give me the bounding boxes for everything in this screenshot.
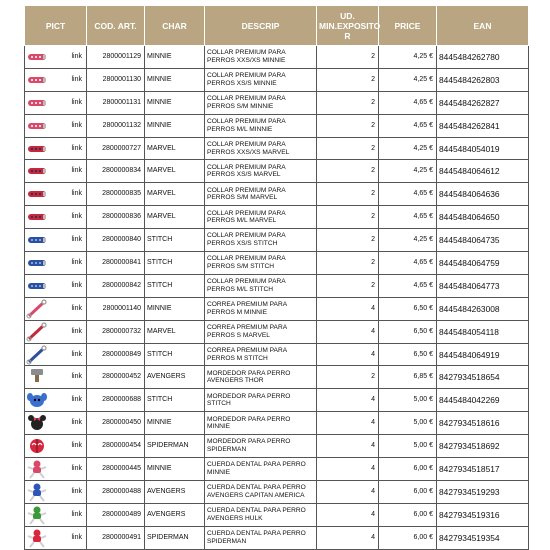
code-cell: 2800000834 [87, 160, 145, 183]
price-cell: 6,00 € [379, 458, 437, 481]
descrip-cell: MORDEDOR PARA PERRO MINNIE [205, 412, 317, 435]
table-row [25, 114, 529, 137]
ud-cell: 2 [317, 137, 379, 160]
price-cell: 5,00 € [379, 435, 437, 458]
char-cell: STITCH [145, 389, 205, 412]
descrip-cell: COLLAR PREMIUM PARA PERROS S/M MARVEL [205, 183, 317, 206]
table-row [25, 320, 529, 343]
code-cell: 2800000842 [87, 274, 145, 297]
price-cell: 6,85 € [379, 366, 437, 389]
table-row [25, 435, 529, 458]
table-row [25, 526, 529, 549]
collar-stitch-icon [26, 276, 48, 296]
code-cell: 2800001132 [87, 114, 145, 137]
chew-toy-stitch-icon [26, 390, 48, 410]
table-row [25, 137, 529, 160]
descrip-cell: COLLAR PREMIUM PARA PERROS M/L MARVEL [205, 206, 317, 229]
table-row [25, 68, 529, 91]
char-cell: MARVEL [145, 320, 205, 343]
ud-cell: 4 [317, 320, 379, 343]
char-cell: MINNIE [145, 458, 205, 481]
table-row [25, 297, 529, 320]
table-row [25, 91, 529, 114]
descrip-cell: COLLAR PREMIUM PARA PERROS XS/S MARVEL [205, 160, 317, 183]
ud-cell: 2 [317, 252, 379, 275]
code-cell: 2800001130 [87, 68, 145, 91]
pict-cell [25, 526, 87, 549]
pict-cell [25, 480, 87, 503]
ud-cell: 2 [317, 274, 379, 297]
code-cell: 2800000732 [87, 320, 145, 343]
ud-cell: 2 [317, 206, 379, 229]
collar-stitch-icon [26, 230, 48, 250]
char-cell: STITCH [145, 229, 205, 252]
product-link[interactable]: link [71, 419, 82, 427]
rope-toy-hulk-icon [26, 505, 48, 525]
product-link[interactable]: link [71, 464, 82, 472]
pict-cell [25, 183, 87, 206]
chew-toy-spiderman-icon [26, 436, 48, 456]
char-cell: AVENGERS [145, 366, 205, 389]
pict-cell [25, 389, 87, 412]
product-link[interactable]: link [71, 75, 82, 83]
price-cell: 4,65 € [379, 206, 437, 229]
ean-cell: 8445484064919 [437, 343, 529, 366]
table-row [25, 503, 529, 526]
char-cell: MINNIE [145, 91, 205, 114]
ean-cell: 8445484263008 [437, 297, 529, 320]
char-cell: SPIDERMAN [145, 435, 205, 458]
ean-cell: 8427934519354 [437, 526, 529, 549]
ean-cell: 8427934518616 [437, 412, 529, 435]
price-cell: 4,65 € [379, 183, 437, 206]
pict-cell [25, 274, 87, 297]
char-cell: SPIDERMAN [145, 526, 205, 549]
ud-cell: 4 [317, 458, 379, 481]
table-row [25, 46, 529, 69]
pict-cell [25, 68, 87, 91]
char-cell: MARVEL [145, 206, 205, 229]
descrip-cell: MORDEDOR PARA PERRO STITCH [205, 389, 317, 412]
ean-cell: 8445484262841 [437, 114, 529, 137]
code-cell: 2800000835 [87, 183, 145, 206]
price-cell: 6,50 € [379, 343, 437, 366]
price-cell: 5,00 € [379, 389, 437, 412]
descrip-cell: MORDEDOR PARA PERRO AVENGERS THOR [205, 366, 317, 389]
ean-cell: 8445484042269 [437, 389, 529, 412]
price-cell: 4,65 € [379, 91, 437, 114]
pict-cell [25, 206, 87, 229]
pict-cell [25, 435, 87, 458]
product-link[interactable]: link [71, 144, 82, 152]
ud-cell: 4 [317, 480, 379, 503]
product-link[interactable]: link [71, 396, 82, 404]
char-cell: MINNIE [145, 68, 205, 91]
ud-cell: 4 [317, 343, 379, 366]
descrip-cell: COLLAR PREMIUM PARA PERROS XS/S STITCH [205, 229, 317, 252]
descrip-cell: MORDEDOR PARA PERRO SPIDERMAN [205, 435, 317, 458]
pict-cell [25, 297, 87, 320]
char-cell: STITCH [145, 274, 205, 297]
rope-toy-spiderman-icon [26, 528, 48, 548]
ud-cell: 2 [317, 229, 379, 252]
product-link[interactable]: link [71, 281, 82, 289]
pict-cell [25, 343, 87, 366]
pict-cell [25, 252, 87, 275]
descrip-cell: COLLAR PREMIUM PARA PERROS XS/S MINNIE [205, 68, 317, 91]
code-cell: 2800000454 [87, 435, 145, 458]
ean-cell: 8445484262780 [437, 46, 529, 69]
ean-cell: 8427934518692 [437, 435, 529, 458]
table-row [25, 206, 529, 229]
ean-cell: 8427934518654 [437, 366, 529, 389]
collar-marvel-icon [26, 184, 48, 204]
code-cell: 2800000727 [87, 137, 145, 160]
pict-cell [25, 137, 87, 160]
ud-cell: 2 [317, 366, 379, 389]
header-price: PRICE [379, 6, 437, 46]
collar-minnie-icon [26, 47, 48, 67]
price-cell: 6,50 € [379, 320, 437, 343]
pict-cell [25, 160, 87, 183]
collar-minnie-icon [26, 93, 48, 113]
chew-toy-minnie-icon [26, 413, 48, 433]
header-code: COD. ART. [87, 6, 145, 46]
product-link[interactable]: link [71, 487, 82, 495]
collar-stitch-icon [26, 253, 48, 273]
table-row [25, 183, 529, 206]
ean-cell: 8427934518517 [437, 458, 529, 481]
price-cell: 4,65 € [379, 114, 437, 137]
header-ud: UD. MIN.EXPOSITO R [317, 6, 379, 46]
product-table [24, 5, 529, 550]
code-cell: 2800000445 [87, 458, 145, 481]
ean-cell: 8445484064650 [437, 206, 529, 229]
char-cell: MARVEL [145, 183, 205, 206]
price-cell: 5,00 € [379, 412, 437, 435]
ud-cell: 4 [317, 503, 379, 526]
ud-cell: 2 [317, 46, 379, 69]
code-cell: 2800000488 [87, 480, 145, 503]
ean-cell: 8445484262827 [437, 91, 529, 114]
char-cell: STITCH [145, 252, 205, 275]
ean-cell: 8445484064735 [437, 229, 529, 252]
ud-cell: 4 [317, 389, 379, 412]
ud-cell: 2 [317, 91, 379, 114]
price-cell: 4,25 € [379, 160, 437, 183]
price-cell: 4,25 € [379, 229, 437, 252]
code-cell: 2800001140 [87, 297, 145, 320]
char-cell: STITCH [145, 343, 205, 366]
table-row [25, 366, 529, 389]
product-link[interactable]: link [71, 350, 82, 358]
descrip-cell: CUERDA DENTAL PARA PERRO AVENGERS CAPITAN AMERICA [205, 480, 317, 503]
ud-cell: 2 [317, 114, 379, 137]
table-row [25, 343, 529, 366]
table-row [25, 274, 529, 297]
pict-cell [25, 366, 87, 389]
header-descrip: DESCRIP [205, 6, 317, 46]
pict-cell [25, 229, 87, 252]
collar-minnie-icon [26, 70, 48, 90]
product-link[interactable]: link [71, 304, 82, 312]
product-link[interactable]: link [71, 52, 82, 60]
ean-cell: 8445484262803 [437, 68, 529, 91]
char-cell: MARVEL [145, 160, 205, 183]
header-char: CHAR [145, 6, 205, 46]
product-link[interactable]: link [71, 533, 82, 541]
descrip-cell: CUERDA DENTAL PARA PERRO MINNIE [205, 458, 317, 481]
descrip-cell: CUERDA DENTAL PARA PERRO AVENGERS HULK [205, 503, 317, 526]
collar-marvel-icon [26, 161, 48, 181]
rope-toy-minnie-icon [26, 459, 48, 479]
char-cell: MINNIE [145, 114, 205, 137]
collar-marvel-icon [26, 139, 48, 159]
ean-cell: 8445484064612 [437, 160, 529, 183]
pict-cell [25, 114, 87, 137]
header-pict: PICT [25, 6, 87, 46]
code-cell: 2800001129 [87, 46, 145, 69]
table-row [25, 458, 529, 481]
table-row [25, 160, 529, 183]
price-cell: 4,25 € [379, 68, 437, 91]
product-link[interactable]: link [71, 327, 82, 335]
char-cell: AVENGERS [145, 480, 205, 503]
ud-cell: 2 [317, 160, 379, 183]
header-row [25, 6, 529, 46]
descrip-cell: COLLAR PREMIUM PARA PERROS S/M STITCH [205, 252, 317, 275]
product-link[interactable]: link [71, 121, 82, 129]
product-link[interactable]: link [71, 510, 82, 518]
product-link[interactable]: link [71, 98, 82, 106]
ean-cell: 8427934519293 [437, 480, 529, 503]
product-link[interactable]: link [71, 236, 82, 244]
table-row [25, 229, 529, 252]
pict-cell [25, 46, 87, 69]
price-cell: 4,25 € [379, 137, 437, 160]
code-cell: 2800000688 [87, 389, 145, 412]
price-cell: 6,00 € [379, 503, 437, 526]
price-cell: 4,65 € [379, 252, 437, 275]
collar-marvel-icon [26, 207, 48, 227]
ud-cell: 4 [317, 435, 379, 458]
chew-toy-thor-icon [26, 367, 48, 387]
code-cell: 2800000841 [87, 252, 145, 275]
descrip-cell: COLLAR PREMIUM PARA PERROS XXS/XS MINNIE [205, 46, 317, 69]
ean-cell: 8445484054118 [437, 320, 529, 343]
product-link[interactable]: link [71, 258, 82, 266]
ean-cell: 8445484064773 [437, 274, 529, 297]
product-link[interactable]: link [71, 167, 82, 175]
rope-toy-captain-america-icon [26, 482, 48, 502]
code-cell: 2800000452 [87, 366, 145, 389]
collar-minnie-icon [26, 116, 48, 136]
pict-cell [25, 91, 87, 114]
descrip-cell: COLLAR PREMIUM PARA PERROS M/L STITCH [205, 274, 317, 297]
descrip-cell: CORREA PREMIUM PARA PERROS M STITCH [205, 343, 317, 366]
char-cell: AVENGERS [145, 503, 205, 526]
ud-cell: 4 [317, 412, 379, 435]
ud-cell: 2 [317, 68, 379, 91]
leash-marvel-icon [26, 322, 48, 342]
ean-cell: 8445484054019 [437, 137, 529, 160]
ud-cell: 2 [317, 183, 379, 206]
product-link[interactable]: link [71, 213, 82, 221]
char-cell: MINNIE [145, 412, 205, 435]
char-cell: MINNIE [145, 46, 205, 69]
code-cell: 2800000450 [87, 412, 145, 435]
ean-cell: 8445484064636 [437, 183, 529, 206]
descrip-cell: COLLAR PREMIUM PARA PERROS M/L MINNIE [205, 114, 317, 137]
ean-cell: 8427934519316 [437, 503, 529, 526]
leash-stitch-icon [26, 345, 48, 365]
descrip-cell: CORREA PREMIUM PARA PERROS M MINNIE [205, 297, 317, 320]
code-cell: 2800000491 [87, 526, 145, 549]
product-price-list [24, 5, 528, 550]
product-link[interactable]: link [71, 442, 82, 450]
product-link[interactable]: link [71, 373, 82, 381]
code-cell: 2800000836 [87, 206, 145, 229]
pict-cell [25, 412, 87, 435]
pict-cell [25, 458, 87, 481]
price-cell: 6,00 € [379, 526, 437, 549]
code-cell: 2800000489 [87, 503, 145, 526]
price-cell: 4,65 € [379, 274, 437, 297]
descrip-cell: COLLAR PREMIUM PARA PERROS S/M MINNIE [205, 91, 317, 114]
leash-minnie-icon [26, 299, 48, 319]
pict-cell [25, 320, 87, 343]
table-row [25, 480, 529, 503]
code-cell: 2800001131 [87, 91, 145, 114]
table-row [25, 252, 529, 275]
descrip-cell: CORREA PREMIUM PARA PERROS S MARVEL [205, 320, 317, 343]
ud-cell: 4 [317, 297, 379, 320]
table-row [25, 389, 529, 412]
descrip-cell: COLLAR PREMIUM PARA PERROS XXS/XS MARVEL [205, 137, 317, 160]
ean-cell: 8445484064759 [437, 252, 529, 275]
char-cell: MINNIE [145, 297, 205, 320]
descrip-cell: CUERDA DENTAL PARA PERRO SPIDERMAN [205, 526, 317, 549]
table-row [25, 412, 529, 435]
char-cell: MARVEL [145, 137, 205, 160]
code-cell: 2800000849 [87, 343, 145, 366]
price-cell: 4,25 € [379, 46, 437, 69]
price-cell: 6,50 € [379, 297, 437, 320]
ud-cell: 4 [317, 526, 379, 549]
price-cell: 6,00 € [379, 480, 437, 503]
header-ean: EAN [437, 6, 529, 46]
product-link[interactable]: link [71, 190, 82, 198]
pict-cell [25, 503, 87, 526]
code-cell: 2800000840 [87, 229, 145, 252]
